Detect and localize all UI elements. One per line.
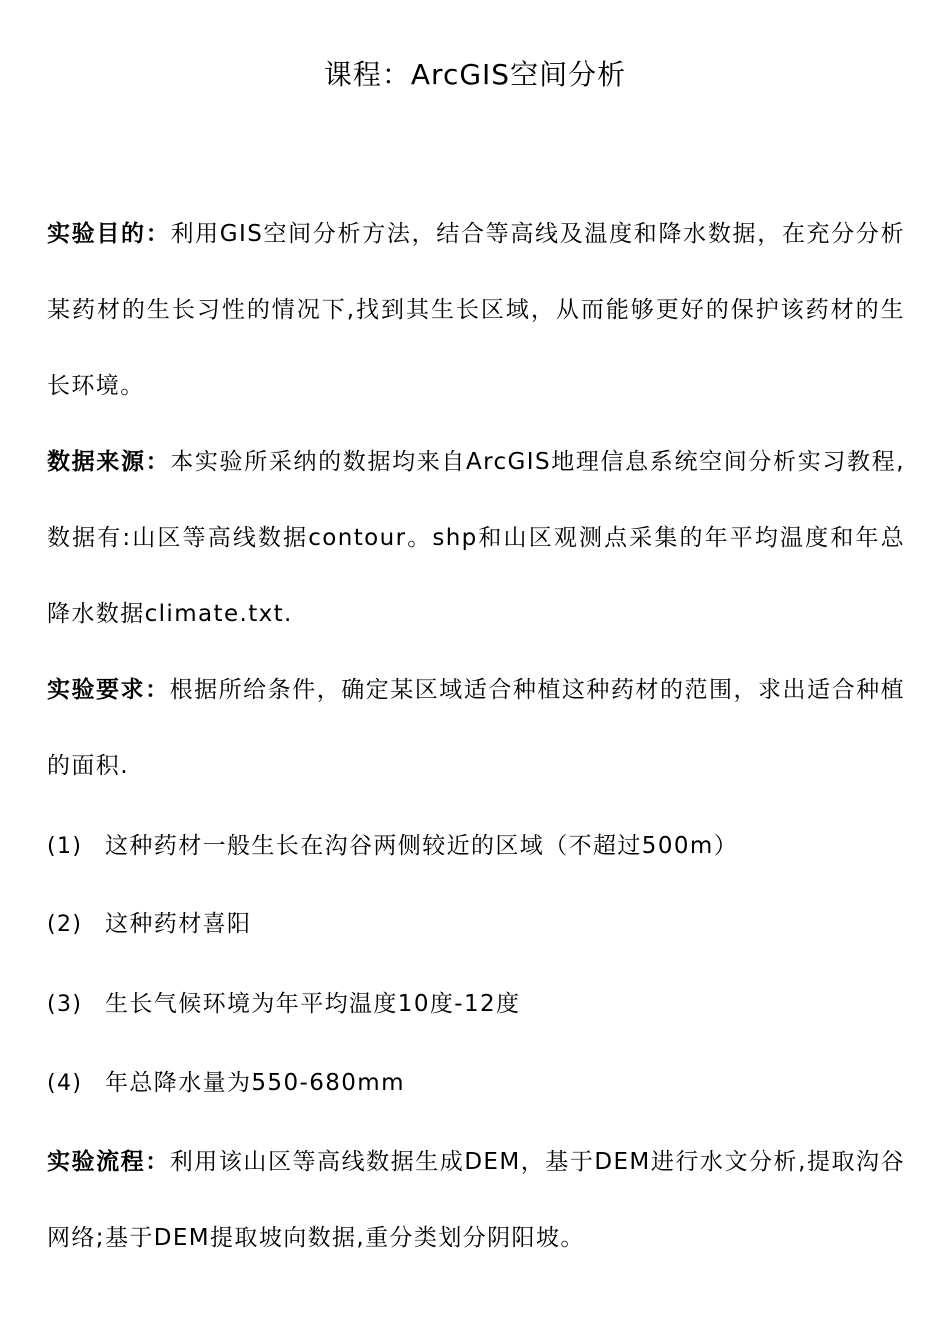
list-item: [47, 904, 905, 945]
purpose-paragraph: [47, 196, 905, 424]
requirements-text: 根据所给条件，确定某区域适合种植这种药材的范围，求出适合种植的面积.: [47, 677, 906, 779]
purpose-label: 实验目的：: [47, 221, 171, 247]
list-item-number: (3): [47, 992, 83, 1017]
list-item-text: 这种药材一般生长在沟谷两侧较近的区域（不超过500m）: [105, 833, 739, 859]
list-item: [47, 984, 905, 1025]
data-source-paragraph: [47, 424, 905, 652]
list-item-number: (1): [47, 834, 83, 859]
list-item-text: 生长气候环境为年平均温度10度-12度: [105, 991, 521, 1017]
list-item: [47, 1063, 905, 1104]
process-paragraph: [47, 1124, 905, 1276]
purpose-text: 利用GIS空间分析方法，结合等高线及温度和降水数据，在充分分析某药材的生长习性的情况下,找到其生长区域，从而能够更好的保护该药材的生长环境。: [47, 221, 906, 399]
list-item-number: (2): [47, 912, 83, 937]
list-item-text: 年总降水量为550-680mm: [105, 1070, 405, 1096]
page-title: 课程：ArcGIS空间分析: [323, 58, 627, 91]
data-source-text: 本实验所采纳的数据均来自ArcGIS地理信息系统空间分析实习教程,数据有:山区等高线数据contour。shp和山区观测点采集的年平均温度和年总降水数据climate.txt.: [47, 449, 906, 627]
list-item-number: (4): [47, 1071, 83, 1096]
data-source-label: 数据来源：: [47, 449, 171, 475]
list-item-text: 这种药材喜阳: [105, 911, 252, 937]
requirements-label: 实验要求：: [47, 677, 170, 703]
process-text: 利用该山区等高线数据生成DEM，基于DEM进行水文分析,提取沟谷网络;基于DEM提取坡向数据,重分类划分阴阳坡。: [47, 1149, 906, 1251]
list-item: [47, 826, 905, 867]
requirements-paragraph: [47, 652, 905, 804]
process-label: 实验流程：: [47, 1149, 170, 1175]
